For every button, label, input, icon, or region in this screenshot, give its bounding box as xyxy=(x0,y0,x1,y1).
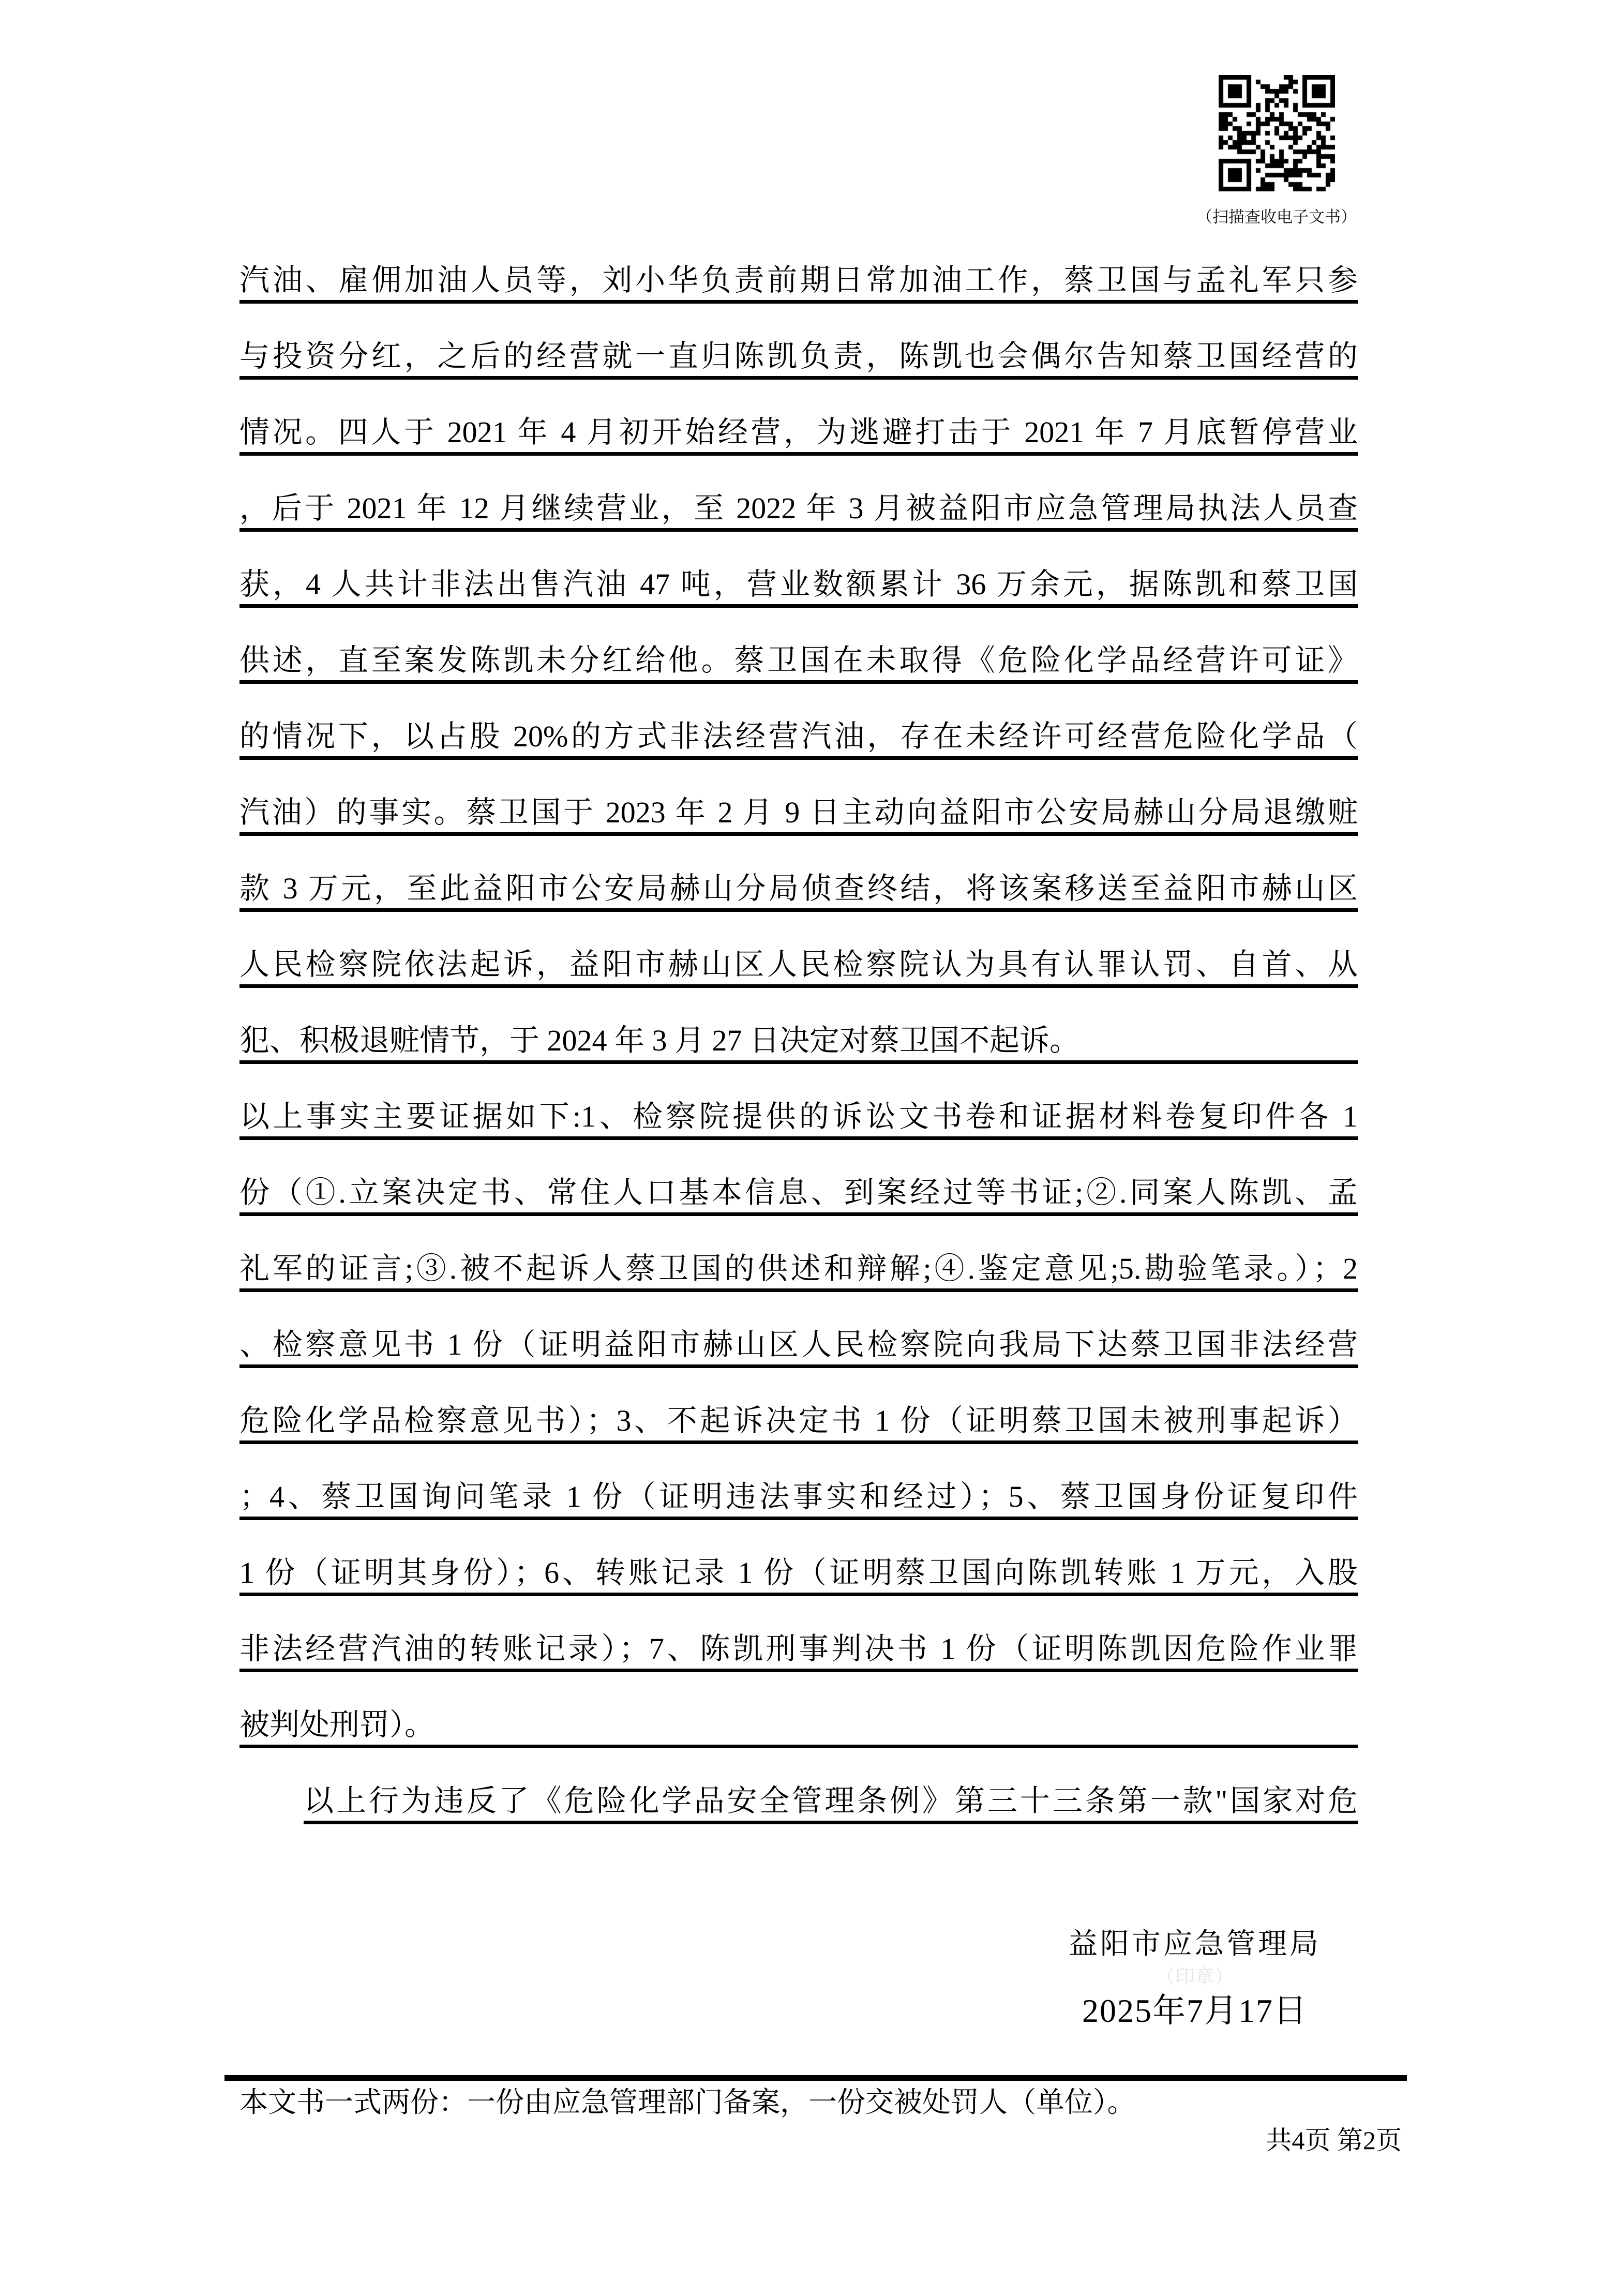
body-line-text: 供述，直至案发陈凯未分红给他。蔡卫国在未取得《危险化学品经营许可证》 xyxy=(239,644,1358,684)
body-text-line xyxy=(239,1368,1358,1444)
qr-caption: （扫描查收电子文书） xyxy=(1196,208,1357,226)
body-text-line xyxy=(239,380,1358,456)
body-text-line xyxy=(239,988,1358,1064)
body-line-text: 人民检察院依法起诉，益阳市赫山区人民检察院认为具有认罪认罚、自首、从 xyxy=(239,948,1358,988)
body-line-text: 非法经营汽油的转账记录）；7、陈凯刑事判决书 1 份（证明陈凯因危险作业罪 xyxy=(239,1632,1358,1672)
footer-divider xyxy=(224,2075,1407,2081)
body-text-line xyxy=(239,608,1358,684)
body-line-text: ；4、蔡卫国询问笔录 1 份（证明违法事实和经过）；5、蔡卫国身份证复印件 xyxy=(239,1480,1358,1520)
footer-note: 本文书一式两份：一份由应急管理部门备案，一份交被处罚人（单位）。 xyxy=(239,2087,1136,2118)
signature-block xyxy=(1029,1928,1360,2029)
qr-code xyxy=(1219,75,1335,191)
body-line-text: 犯、积极退赃情节，于 2024 年 3 月 27 日决定对蔡卫国不起诉。 xyxy=(239,1024,1358,1064)
body-line-text: 与投资分红，之后的经营就一直归陈凯负责，陈凯也会偶尔告知蔡卫国经营的 xyxy=(239,340,1358,380)
body-text-line xyxy=(239,456,1358,532)
body-text-line xyxy=(239,684,1358,760)
body-text-line xyxy=(239,1216,1358,1292)
body-text-line xyxy=(239,304,1358,380)
body-line-text: 危险化学品检察意见书）；3、不起诉决定书 1 份（证明蔡卫国未被刑事起诉） xyxy=(239,1404,1358,1444)
body-text-line xyxy=(304,1748,1358,1824)
body-line-text: 汽油）的事实。蔡卫国于 2023 年 2 月 9 日主动向益阳市公安局赫山分局退缴赃 xyxy=(239,796,1358,836)
body-text-line xyxy=(239,1596,1358,1672)
body-line-text: 份（①.立案决定书、常住人口基本信息、到案经过等书证;②.同案人陈凯、孟 xyxy=(239,1176,1358,1216)
body-text xyxy=(239,228,1358,1824)
issuing-authority: 益阳市应急管理局 xyxy=(1069,1928,1321,1960)
body-line-text: 被判处刑罚）。 xyxy=(239,1708,1358,1748)
body-line-text: 情况。四人于 2021 年 4 月初开始经营，为逃避打击于 2021 年 7 月底暂停营业 xyxy=(239,416,1358,456)
issue-date: 2025年7月17日 xyxy=(1082,1992,1308,2029)
body-line-text: 的情况下，以占股 20%的方式非法经营汽油，存在未经许可经营危险化学品（ xyxy=(239,720,1358,760)
body-line-text: ，后于 2021 年 12 月继续营业，至 2022 年 3 月被益阳市应急管理局执法人员查 xyxy=(239,492,1358,532)
body-line-text: 获，4 人共计非法出售汽油 47 吨，营业数额累计 36 万余元，据陈凯和蔡卫国 xyxy=(239,568,1358,608)
body-line-text: 1 份（证明其身份）；6、转账记录 1 份（证明蔡卫国向陈凯转账 1 万元，入股 xyxy=(239,1556,1358,1596)
body-line-text: 、检察意见书 1 份（证明益阳市赫山区人民检察院向我局下达蔡卫国非法经营 xyxy=(239,1328,1358,1368)
seal-placeholder: （印章） xyxy=(1155,1967,1234,1988)
body-text-line xyxy=(239,1520,1358,1596)
body-line-text: 礼军的证言;③.被不起诉人蔡卫国的供述和辩解;④.鉴定意见;5.勘验笔录。）；2 xyxy=(239,1252,1358,1292)
body-line-text: 汽油、雇佣加油人员等，刘小华负责前期日常加油工作，蔡卫国与孟礼军只参 xyxy=(239,264,1358,304)
body-text-line xyxy=(239,532,1358,608)
body-text-line xyxy=(239,1444,1358,1520)
body-text-line xyxy=(239,1672,1358,1748)
body-text-line xyxy=(239,760,1358,836)
body-line-text: 款 3 万元，至此益阳市公安局赫山分局侦查终结，将该案移送至益阳市赫山区 xyxy=(239,872,1358,912)
body-text-line xyxy=(239,912,1358,988)
page-number: 共4页 第2页 xyxy=(1266,2126,1402,2155)
body-text-line xyxy=(239,1292,1358,1368)
body-text-line xyxy=(239,1064,1358,1140)
body-line-text: 以上行为违反了《危险化学品安全管理条例》第三十三条第一款"国家对危 xyxy=(304,1784,1358,1824)
body-text-line xyxy=(239,228,1358,304)
body-text-line xyxy=(239,1140,1358,1216)
body-line-text: 以上事实主要证据如下:1、检察院提供的诉讼文书卷和证据材料卷复印件各 1 xyxy=(239,1100,1358,1140)
qr-block xyxy=(1195,75,1358,227)
body-text-line xyxy=(239,836,1358,912)
